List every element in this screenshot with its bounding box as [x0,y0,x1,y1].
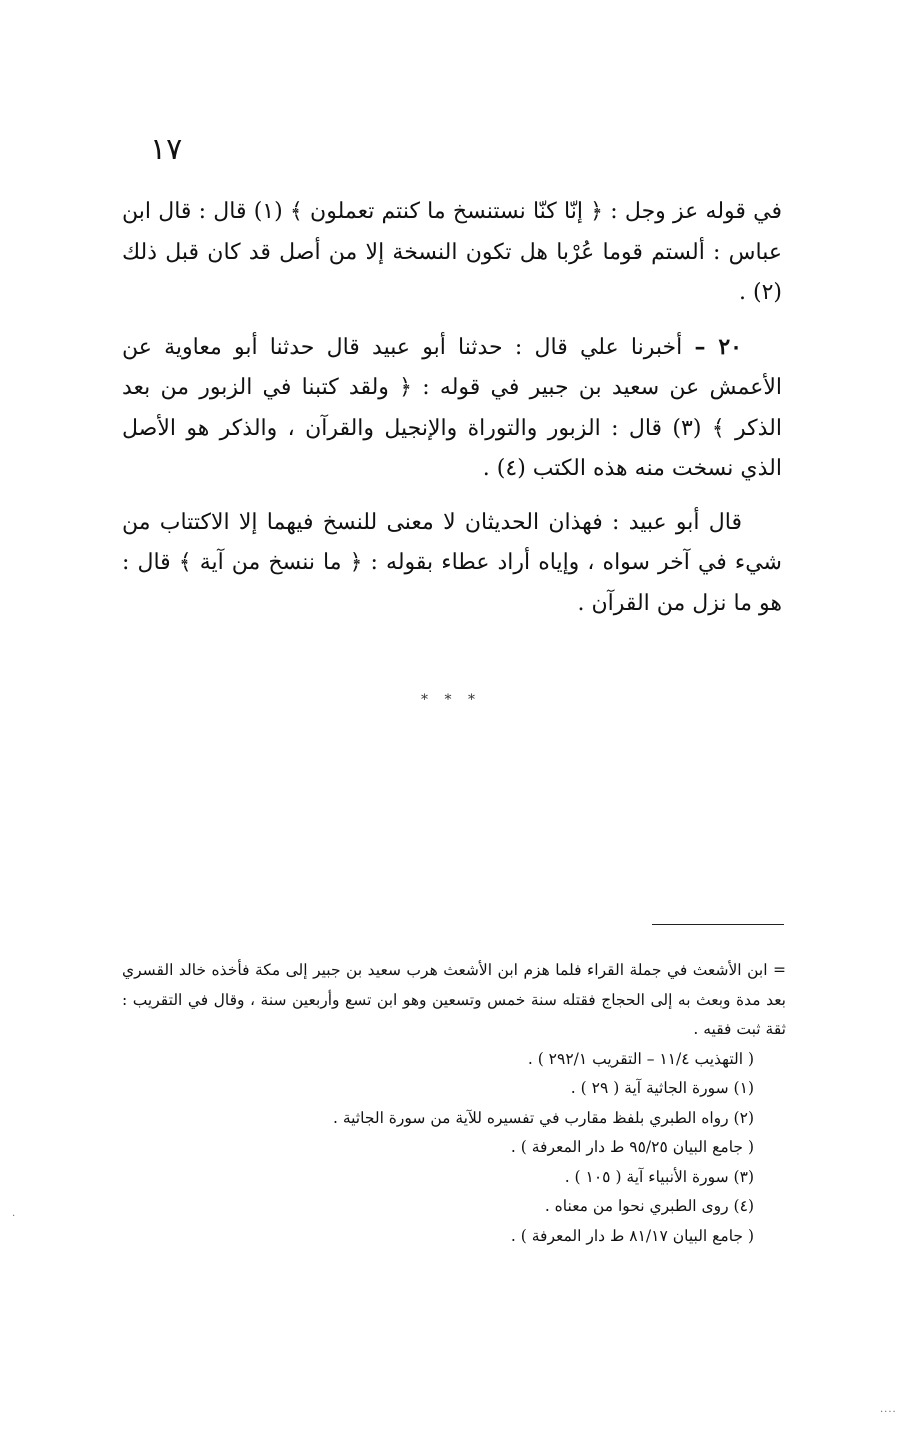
paragraph-3: قال أبو عبيد : فهذان الحديثان لا معنى للنسخ فيهما إلا الاكتتاب من شيء في آخر سواه ، وإياه أراد عطاء بقوله : ﴿ ما ننسخ من آية ﴾ قال : هو ما نزل من القرآن . [122,509,782,616]
main-text [122,192,782,624]
footnote-item: (٢) رواه الطبري بلفظ مقارب في تفسيره للآية من سورة الجاثية . [332,1108,754,1127]
scan-speck: .... [880,1404,897,1415]
page-number: ١٧ [150,132,183,167]
scan-speck: . [12,1208,16,1219]
footnote-divider [652,924,784,925]
footnote-item: ( جامع البيان ٩٥/٢٥ ط دار المعرفة ) . [510,1138,754,1156]
footnote-item: (٤) روى الطبري نحوا من معناه . [544,1197,754,1215]
hadith-number: ٢٠ – [694,333,742,360]
paragraph-2 [122,327,782,490]
footnote-continuation: = ابن الأشعث في جملة القراء فلما هزم ابن الأشعث هرب سعيد بن جبير إلى مكة فأخذه خالد القسري بعد مدة وبعث به إلى الحجاج فقتله سنة خمس وتسعين وهو ابن تسع وأربعين سنة ، وقال في التقريب : ثقة ثبت فقيه . [122,961,786,1038]
footnote-item: (١) سورة الجاثية آية ( ٢٩ ) . [570,1079,754,1097]
paragraph-1: في قوله عز وجل : ﴿ إنّا كنّا نستنسخ ما كنتم تعملون ﴾ (١) قال : قال ابن عباس : ألستم قوما عُرْبا هل تكون النسخة إلا من أصل قد كان قبل ذلك (٢) . [122,199,782,305]
footnote-item: ( جامع البيان ٨١/١٧ ط دار المعرفة ) . [510,1226,754,1245]
footnote-item: ( التهذيب ١١/٤ – التقريب ٢٩٢/١ ) . [527,1049,754,1068]
footnotes [122,956,786,1251]
paragraph-2-text: أخبرنا علي قال : حدثنا أبو عبيد قال حدثنا أبو معاوية عن الأعمش عن سعيد بن جبير في قوله : ﴿ ولقد كتبنا في الزبور من بعد الذكر ﴾ (٣) قال : الزبور والتوراة والإنجيل والقرآن ، والذكر هو الأصل الذي نسخت منه هذه الكتب (٤) . [122,334,782,481]
footnote-item: (٣) سورة الأنبياء آية ( ١٠٥ ) . [564,1167,754,1186]
section-separator: * * * [421,692,481,708]
